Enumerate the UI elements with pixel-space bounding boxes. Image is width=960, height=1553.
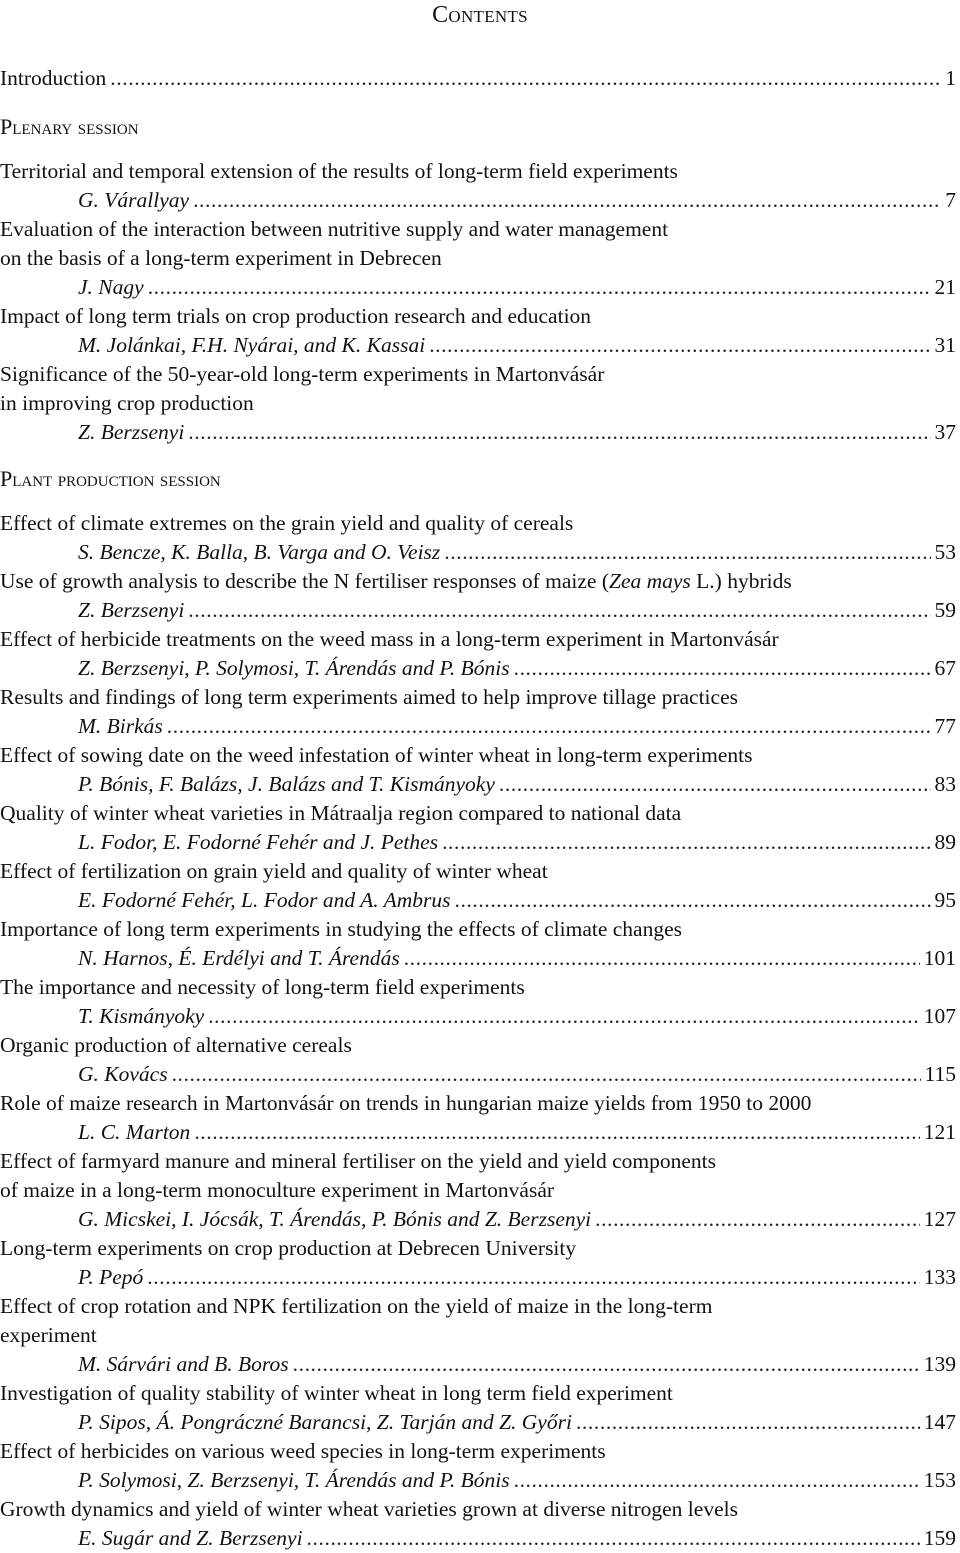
page-number: 127 <box>923 1207 956 1231</box>
intro-label: Introduction <box>0 66 107 90</box>
dot-leader <box>576 1408 920 1437</box>
author-names: Z. Berzsenyi <box>78 598 185 622</box>
toc-author-line <box>78 186 956 215</box>
toc-title-line: in improving crop production <box>0 391 254 415</box>
dot-leader <box>167 712 931 741</box>
toc-author-line <box>78 1350 956 1379</box>
page-number: 107 <box>923 1004 956 1028</box>
author-names: G. Kovács <box>78 1062 168 1086</box>
author-names: J. Nagy <box>78 275 144 299</box>
toc-title-line: Effect of herbicides on various weed species in long-term experiments <box>0 1439 606 1463</box>
toc-title-line: Impact of long term trials on crop production research and education <box>0 304 592 328</box>
page-number: 77 <box>934 714 956 738</box>
toc-title-line: on the basis of a long-term experiment in Debrecen <box>0 246 442 270</box>
page-number: 121 <box>923 1120 956 1144</box>
author-names: N. Harnos, É. Erdélyi and T. Árendás <box>78 946 400 970</box>
page-title: Contents <box>432 2 528 28</box>
dot-leader <box>147 1263 919 1292</box>
toc-author-line <box>78 331 956 360</box>
toc-author-line <box>78 1118 956 1147</box>
dot-leader <box>307 1524 920 1553</box>
toc-title-line: Effect of sowing date on the weed infestation of winter wheat in long-term experiments <box>0 743 753 767</box>
toc-title-line: Effect of crop rotation and NPK fertilization on the yield of maize in the long-term <box>0 1294 713 1318</box>
dot-leader <box>208 1002 920 1031</box>
section-heading: Plant production session <box>0 466 221 491</box>
toc-author-line <box>78 596 956 625</box>
dot-leader <box>188 596 930 625</box>
toc-title-line: Effect of farmyard manure and mineral fertiliser on the yield and yield components <box>0 1149 717 1173</box>
dot-leader <box>595 1205 920 1234</box>
author-names: L. C. Marton <box>78 1120 191 1144</box>
toc-title-line: Results and findings of long term experiments aimed to help improve tillage practices <box>0 685 738 709</box>
page-number: 153 <box>923 1468 956 1492</box>
toc-author-line <box>78 1408 956 1437</box>
page-number: 53 <box>934 540 956 564</box>
page-number: 1 <box>945 66 956 90</box>
toc-title-line: Territorial and temporal extension of the results of long-term field experiments <box>0 159 678 183</box>
dot-leader <box>514 654 931 683</box>
toc-author-line <box>78 712 956 741</box>
toc-author-line <box>78 654 956 683</box>
author-names: T. Kismányoky <box>78 1004 205 1028</box>
dot-leader <box>499 770 931 799</box>
toc-title-line: of maize in a long-term monoculture experiment in Martonvásár <box>0 1178 555 1202</box>
section-heading: Plenary session <box>0 114 139 139</box>
toc-author-line <box>78 1524 956 1553</box>
page-number: 95 <box>934 888 956 912</box>
author-names: Z. Berzsenyi, P. Solymosi, T. Árendás and P. Bónis <box>78 656 510 680</box>
author-names: E. Sugár and Z. Berzsenyi <box>78 1526 303 1550</box>
page-number: 139 <box>923 1352 956 1376</box>
toc-title-line: Effect of herbicide treatments on the weed mass in a long-term experiment in Martonvásár <box>0 627 779 651</box>
dot-leader <box>444 538 930 567</box>
toc-author-line <box>78 770 956 799</box>
page-number: 101 <box>923 946 956 970</box>
toc-title-line: Evaluation of the interaction between nutritive supply and water management <box>0 217 669 241</box>
author-names: P. Sipos, Á. Pongráczné Barancsi, Z. Tarján and Z. Győri <box>78 1410 572 1434</box>
toc-author-line <box>78 828 956 857</box>
dot-leader <box>429 331 930 360</box>
dot-leader <box>172 1060 921 1089</box>
toc-author-line <box>78 1466 956 1495</box>
toc-author-line <box>78 1060 956 1089</box>
author-names: M. Sárvári and B. Boros <box>78 1352 289 1376</box>
dot-leader <box>193 186 941 215</box>
toc-author-line <box>78 418 956 447</box>
toc-title-line: experiment <box>0 1323 97 1347</box>
dot-leader <box>514 1466 920 1495</box>
toc-author-line <box>78 1002 956 1031</box>
toc-title-line: Investigation of quality stability of winter wheat in long term field experiment <box>0 1381 673 1405</box>
toc-author-line <box>78 1263 956 1292</box>
toc-title-line: Long-term experiments on crop production at Debrecen University <box>0 1236 577 1260</box>
toc-title-line: Quality of winter wheat varieties in Mátraalja region compared to national data <box>0 801 682 825</box>
page-number: 67 <box>934 656 956 680</box>
toc-title-line: Importance of long term experiments in studying the effects of climate changes <box>0 917 683 941</box>
toc-title-line: The importance and necessity of long-term field experiments <box>0 975 525 999</box>
toc-author-line <box>78 1205 956 1234</box>
page-number: 37 <box>934 420 956 444</box>
page-number: 133 <box>923 1265 956 1289</box>
toc-author-line <box>78 886 956 915</box>
dot-leader <box>110 64 941 93</box>
toc-title-line: Growth dynamics and yield of winter wheat varieties grown at diverse nitrogen levels <box>0 1497 738 1521</box>
page-number: 83 <box>934 772 956 796</box>
author-names: P. Bónis, F. Balázs, J. Balázs and T. Kismányoky <box>78 772 495 796</box>
toc-title-line: Organic production of alternative cereals <box>0 1033 352 1057</box>
author-names: G. Micskei, I. Jócsák, T. Árendás, P. Bónis and Z. Berzsenyi <box>78 1207 592 1231</box>
author-names: M. Jolánkai, F.H. Nyárai, and K. Kassai <box>78 333 426 357</box>
title-text: Use of growth analysis to describe the N fertiliser responses of maize ( <box>0 569 609 593</box>
toc-author-line <box>78 944 956 973</box>
species-name: Zea mays <box>608 569 691 593</box>
dot-leader <box>454 886 930 915</box>
author-names: P. Solymosi, Z. Berzsenyi, T. Árendás and P. Bónis <box>78 1468 510 1492</box>
toc-title-line <box>0 567 958 596</box>
page-number: 147 <box>923 1410 956 1434</box>
author-names: P. Pepó <box>78 1265 144 1289</box>
toc-title-line: Effect of fertilization on grain yield and quality of winter wheat <box>0 859 548 883</box>
dot-leader <box>148 273 931 302</box>
toc-title-line: Role of maize research in Martonvásár on trends in hungarian maize yields from 1950 to 2000 <box>0 1091 812 1115</box>
author-names: Z. Berzsenyi <box>78 420 185 444</box>
page-number: 7 <box>945 188 956 212</box>
toc-title-line: Significance of the 50-year-old long-term experiments in Martonvásár <box>0 362 605 386</box>
page-number: 159 <box>923 1526 956 1550</box>
author-names: S. Bencze, K. Balla, B. Varga and O. Veisz <box>78 540 441 564</box>
title-text: L.) hybrids <box>690 569 792 593</box>
toc-author-line <box>78 538 956 567</box>
toc-title-line: Effect of climate extremes on the grain yield and quality of cereals <box>0 511 574 535</box>
author-names: L. Fodor, E. Fodorné Fehér and J. Pethes <box>78 830 439 854</box>
author-names: E. Fodorné Fehér, L. Fodor and A. Ambrus <box>78 888 451 912</box>
toc-intro-line <box>0 64 956 93</box>
page-number: 31 <box>934 333 956 357</box>
page-number: 21 <box>934 275 956 299</box>
dot-leader <box>293 1350 920 1379</box>
dot-leader <box>442 828 930 857</box>
dot-leader <box>188 418 930 447</box>
dot-leader <box>194 1118 919 1147</box>
page-number: 89 <box>934 830 956 854</box>
dot-leader <box>404 944 920 973</box>
author-names: G. Várallyay <box>78 188 190 212</box>
page-number: 115 <box>924 1062 956 1086</box>
page-number: 59 <box>934 598 956 622</box>
toc-author-line <box>78 273 956 302</box>
author-names: M. Birkás <box>78 714 163 738</box>
